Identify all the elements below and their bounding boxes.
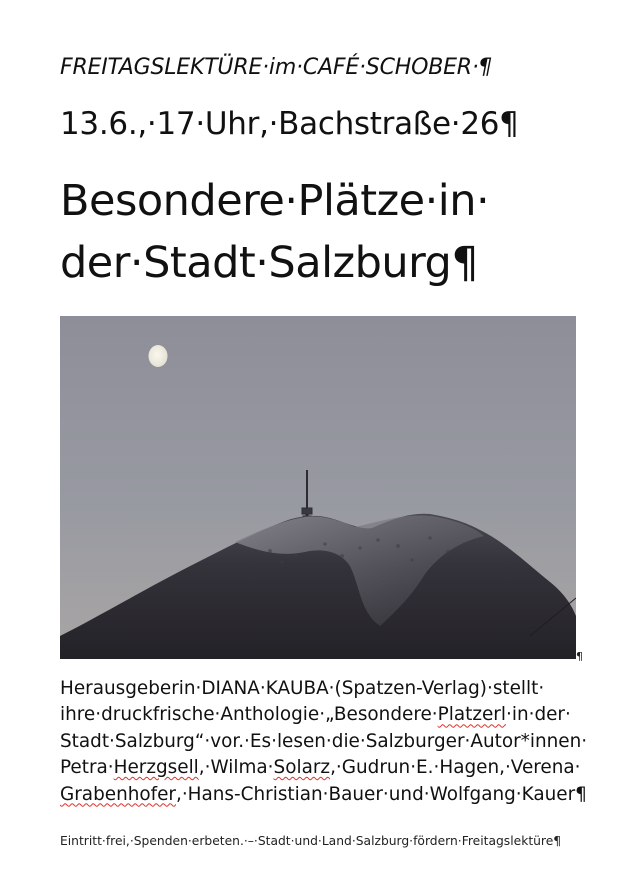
paragraph-line: Herausgeberin·DIANA·KAUBA·(Spatzen-Verlag)·stellt·	[60, 678, 545, 699]
footer-note: Eintritt·frei,·Spenden·erbeten.·–·Stadt·und·Land·Salzburg·fördern·Freitagslektüre¶	[60, 834, 562, 848]
event-title	[60, 170, 489, 294]
event-date-line: 13.6.,·17·Uhr,·Bachstraße·26¶	[60, 106, 519, 142]
moon	[149, 345, 168, 367]
spellcheck-flagged-word[interactable]: Solarz	[273, 757, 331, 779]
event-title-line-2: der·Stadt·Salzburg¶	[60, 238, 479, 288]
announcement-paragraph	[60, 676, 600, 808]
mountain-photo	[60, 316, 576, 659]
spellcheck-flagged-word[interactable]: Platzerl	[437, 704, 506, 726]
spellcheck-flagged-word[interactable]: Grabenhofer	[60, 783, 176, 805]
paragraph-line: Petra·Herzgsell,·Wilma·Solarz,·Gudrun·E.·Hagen,·Verena·	[60, 757, 581, 779]
event-title-line-1: Besondere·Plätze·in·	[60, 176, 490, 226]
spellcheck-flagged-word[interactable]: Herzgsell	[113, 757, 199, 779]
mountain-photo-illustration	[60, 316, 576, 659]
paragraph-line: Grabenhofer,·Hans-Christian·Bauer·und·Wolfgang·Kauer¶	[60, 783, 587, 805]
paragraph-mark: ¶	[576, 650, 583, 663]
paragraph-line: ihre·druckfrische·Anthologie·„Besondere·Platzerl·in·der·	[60, 704, 571, 726]
paragraph-line: Stadt·Salzburg“·vor.·Es·lesen·die·Salzburger·Autor*innen·	[60, 730, 588, 752]
event-series-heading: FREITAGSLEKTÜRE·im·CAFÉ·SCHOBER·¶	[60, 55, 493, 80]
